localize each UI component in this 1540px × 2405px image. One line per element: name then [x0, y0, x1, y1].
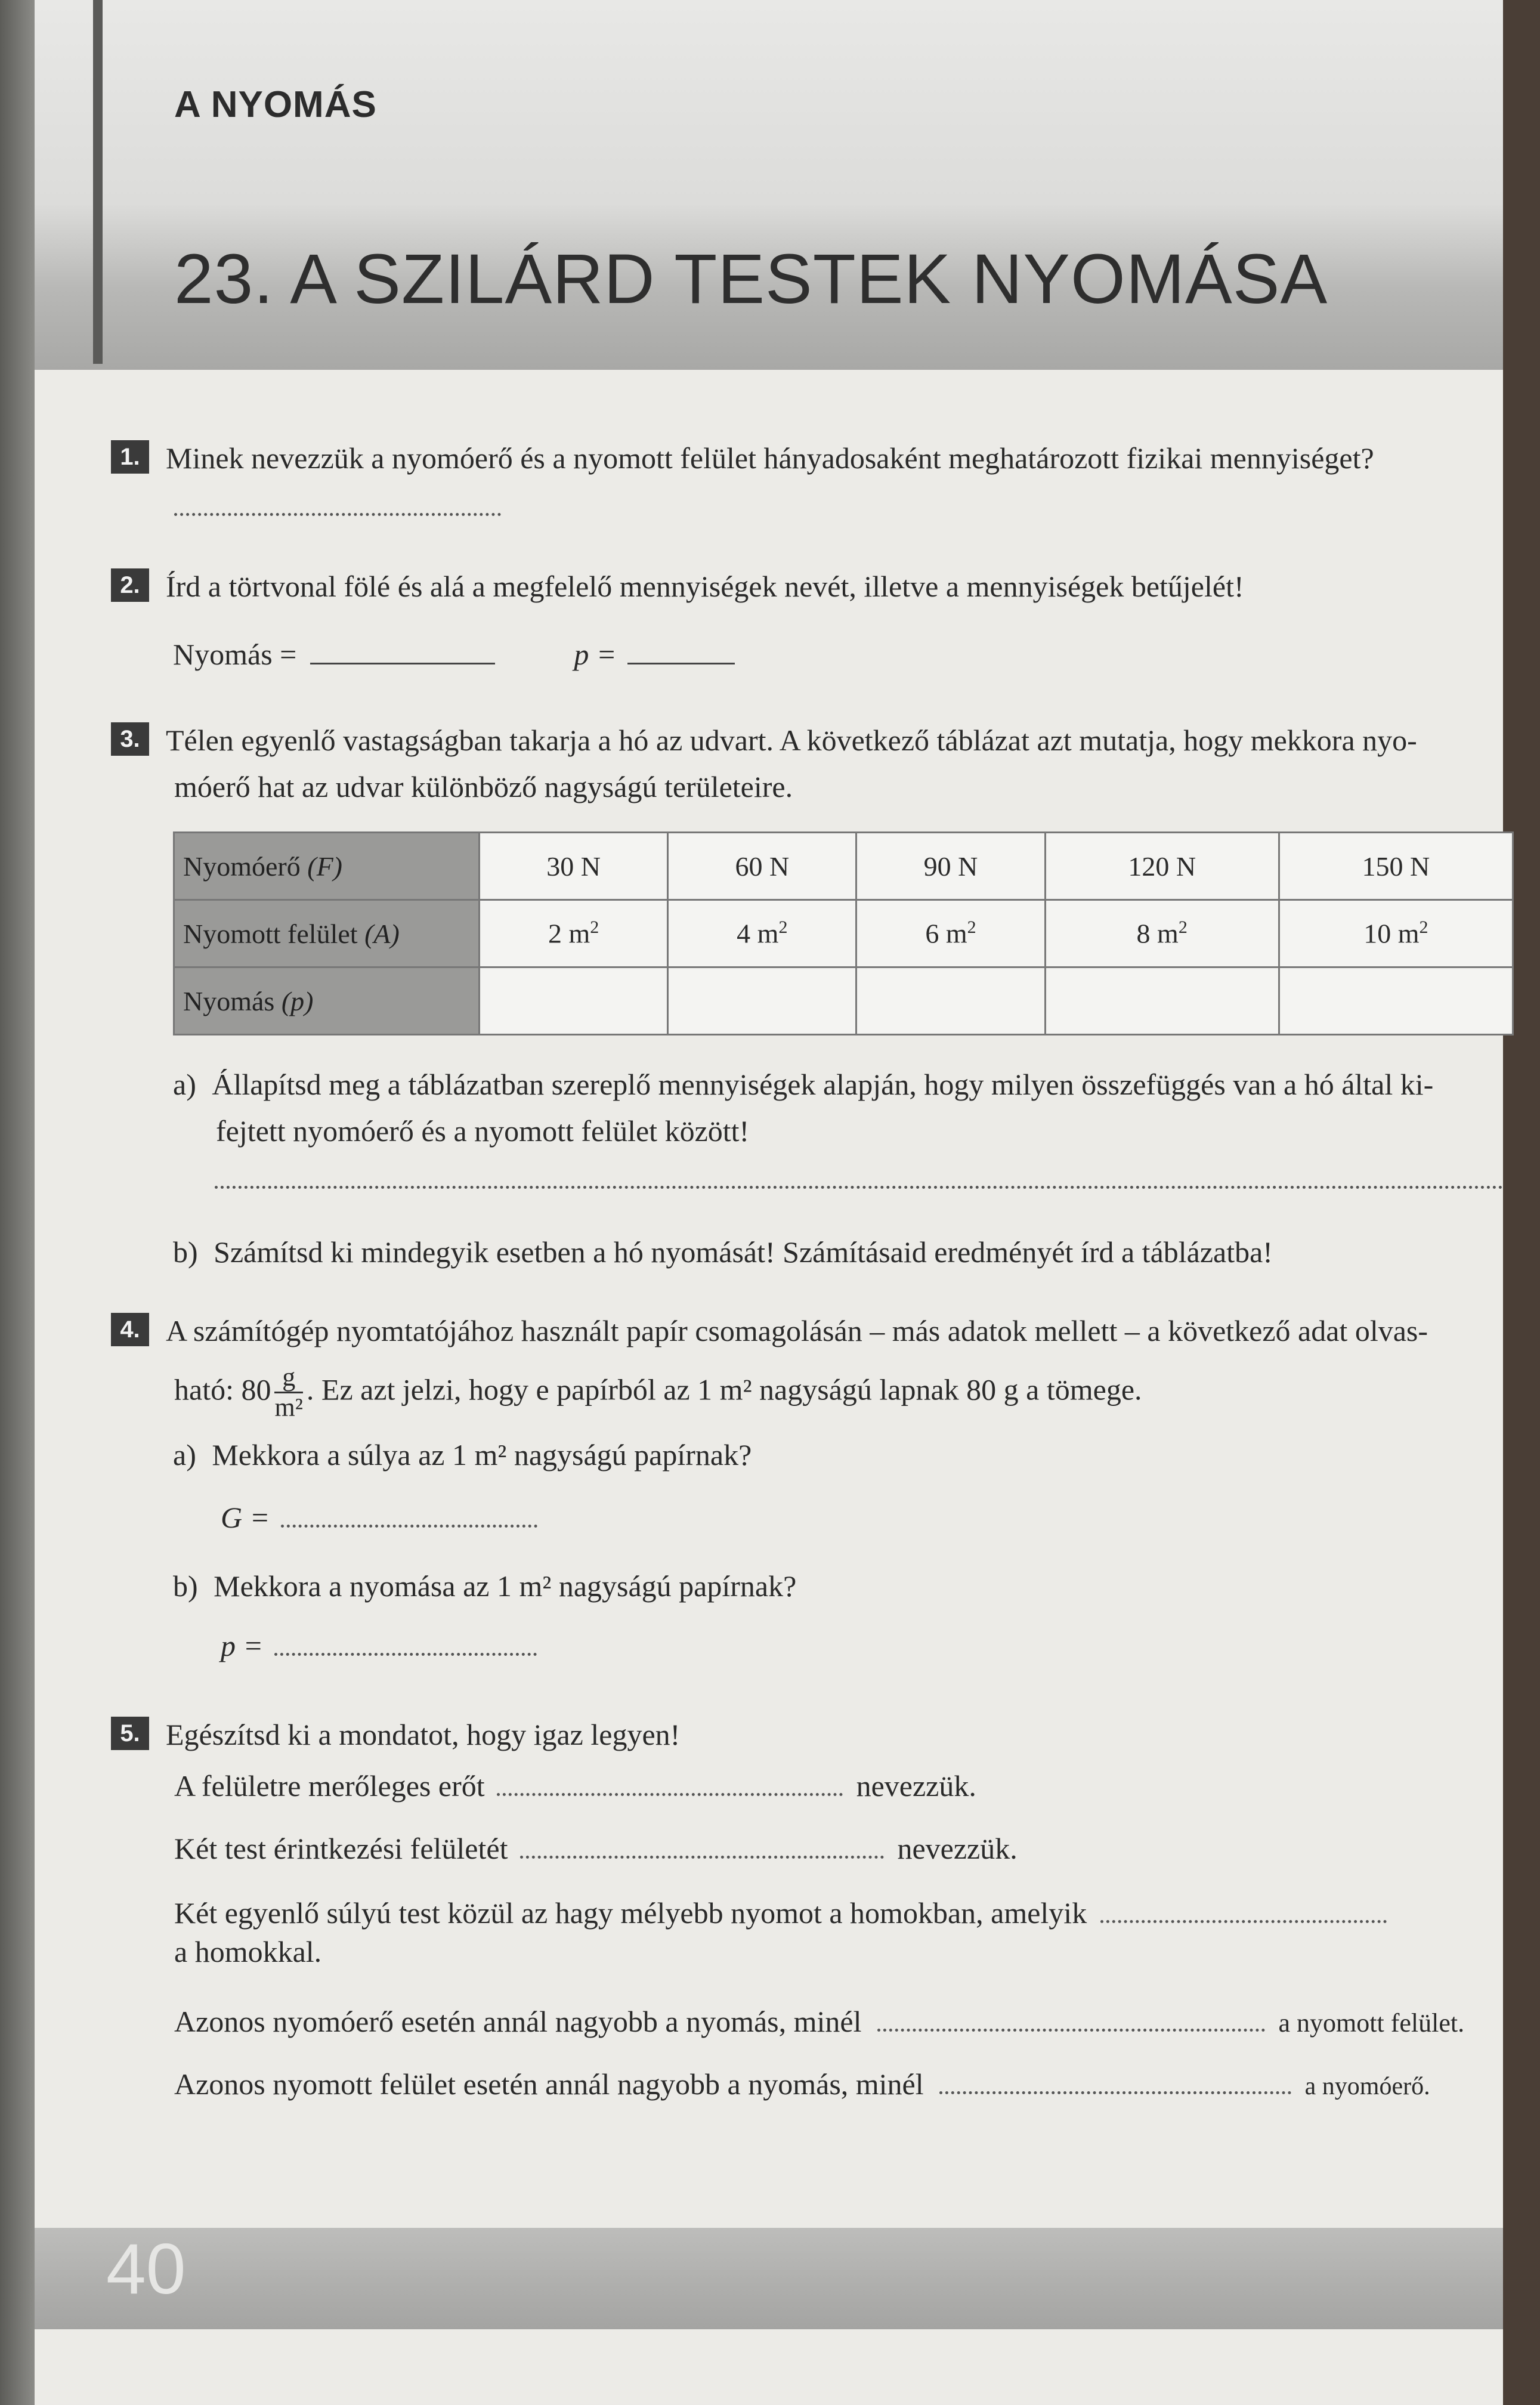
table-cell: 10 $m^2$: [1279, 900, 1513, 967]
snow-pressure-table: [173, 831, 1514, 1035]
task-text: Télen egyenlő vastagságban takarja a hó az udvart. A következő táblázat azt mutatja, hogy mekkora nyo-: [166, 724, 1417, 757]
blank-2[interactable]: [520, 1850, 884, 1859]
sentence-4: Azonos nyomóerő esetén annál nagyobb a nyomás, minél a nyomott felület.: [174, 2005, 1465, 2038]
sub-text: Mekkora a súlya az 1 m² nagyságú papírnak?: [212, 1438, 752, 1472]
task-number: 2.: [111, 568, 149, 602]
sub-label: a): [173, 1438, 196, 1472]
footer-band: [35, 2228, 1503, 2329]
sub-label: b): [173, 1235, 198, 1269]
answer-cell[interactable]: [1279, 967, 1513, 1035]
pressure-label: Nyomás =: [173, 638, 297, 671]
answer-cell[interactable]: [480, 967, 668, 1035]
task-4: [111, 1308, 1459, 1355]
task-text: Egészítsd ki a mondatot, hogy igaz legyen!: [166, 1718, 681, 1751]
task-4a: [173, 1438, 752, 1472]
table-row: [174, 833, 1513, 900]
sub-text: Mekkora a nyomása az 1 m² nagyságú papírnak?: [214, 1569, 797, 1603]
sentence-2: Két test érintkezési felületét nevezzük.: [174, 1832, 1018, 1865]
table-row: [174, 967, 1513, 1035]
table-cell: 120 N: [1045, 833, 1279, 900]
task-4b-answer: p =: [221, 1628, 537, 1663]
table-row: [174, 900, 1513, 967]
table-cell: 60 N: [668, 833, 856, 900]
task-number: 4.: [111, 1313, 149, 1346]
task-text: Minek nevezzük a nyomóerő és a nyomott felület hányadosaként meghatározott fizikai mennyiséget?: [166, 441, 1374, 475]
blank-4[interactable]: [877, 2023, 1265, 2032]
answer-cell[interactable]: [856, 967, 1045, 1035]
sub-text: Számítsd ki mindegyik esetben a hó nyomását! Számításaid eredményét írd a táblázatba!: [214, 1235, 1273, 1269]
table-cell: 8 $m^2$: [1045, 900, 1279, 967]
fraction-line-symbol[interactable]: [627, 657, 735, 664]
answer-cell[interactable]: [1045, 967, 1279, 1035]
blank-3[interactable]: [1100, 1914, 1387, 1923]
task-4a-answer: G =: [221, 1500, 537, 1535]
task-text-cont: móerő hat az udvar különböző nagyságú területeire.: [174, 769, 793, 803]
task-text: Írd a törtvonal fölé és alá a megfelelő mennyiségek nevét, illetve a mennyiségek betűjelét!: [166, 570, 1244, 603]
table-cell: 30 N: [480, 833, 668, 900]
task-5: [111, 1712, 1459, 1758]
answer-cell[interactable]: [668, 967, 856, 1035]
p-label: p =: [574, 638, 617, 671]
sub-label: b): [173, 1569, 198, 1603]
task-text: A számítógép nyomtatójához használt papír csomagolásán – más adatok mellett – a következő adat olvas-: [166, 1314, 1428, 1347]
answer-line-p[interactable]: [274, 1647, 537, 1656]
table-cell: 150 N: [1279, 833, 1513, 900]
fraction-row: [173, 637, 735, 672]
sentence-3: Két egyenlő súlyú test közül az hagy mélyebb nyomot a homokban, amelyik a homokkal.: [174, 1894, 1387, 1971]
sub-text: Állapítsd meg a táblázatban szereplő mennyiségek alapján, hogy milyen összefüggés van a hó által ki-: [212, 1068, 1434, 1101]
table-cell: 90 N: [856, 833, 1045, 900]
page-gutter: [0, 0, 35, 2405]
task-2: [111, 564, 1459, 610]
page-number: 40: [106, 2229, 186, 2309]
task-number: 5.: [111, 1717, 149, 1750]
blank-1[interactable]: [497, 1787, 843, 1796]
task-number: 3.: [111, 722, 149, 756]
task-3a: [173, 1062, 1433, 1154]
header-rule: [93, 0, 103, 364]
sub-label: a): [173, 1068, 196, 1101]
sentence-1: A felületre merőleges erőt nevezzük.: [174, 1769, 976, 1803]
answer-line-g[interactable]: [281, 1519, 537, 1528]
chapter-title: 23. A SZILÁRD TESTEK NYOMÁSA: [174, 240, 1328, 319]
task-4-formula-line: ható: 80 $\frac{g}{\text{m²}}$ . Ez azt jelzi, hogy e papírból az 1 m² nagyságú lapnak 80 g a tömege.: [174, 1362, 1142, 1423]
unit-fraction: $\frac{g}{\text{m²}}$: [274, 1362, 303, 1423]
task-3: [111, 718, 1459, 810]
sub-text-cont: fejtett nyomóerő és a nyomott felület között!: [216, 1114, 750, 1148]
answer-line-1[interactable]: [174, 507, 501, 519]
table-cell: 4 $m^2$: [668, 900, 856, 967]
sentence-5: Azonos nyomott felület esetén annál nagyobb a nyomás, minél a nyomóerő.: [174, 2067, 1430, 2101]
task-4b: [173, 1569, 796, 1603]
row-header: Nyomás (p): [174, 967, 480, 1035]
row-header: Nyomott felület (A): [174, 900, 480, 967]
answer-line-3a[interactable]: [215, 1180, 1503, 1192]
task-3b: [173, 1235, 1273, 1269]
table-cell: 6 $m^2$: [856, 900, 1045, 967]
task-number: 1.: [111, 440, 149, 474]
row-header: Nyomóerő (F): [174, 833, 480, 900]
task-1: [111, 435, 1459, 482]
section-label: A NYOMÁS: [174, 84, 377, 125]
fraction-line-name[interactable]: [310, 657, 495, 664]
blank-5[interactable]: [939, 2085, 1291, 2094]
table-cell: 2 $m^2$: [480, 900, 668, 967]
